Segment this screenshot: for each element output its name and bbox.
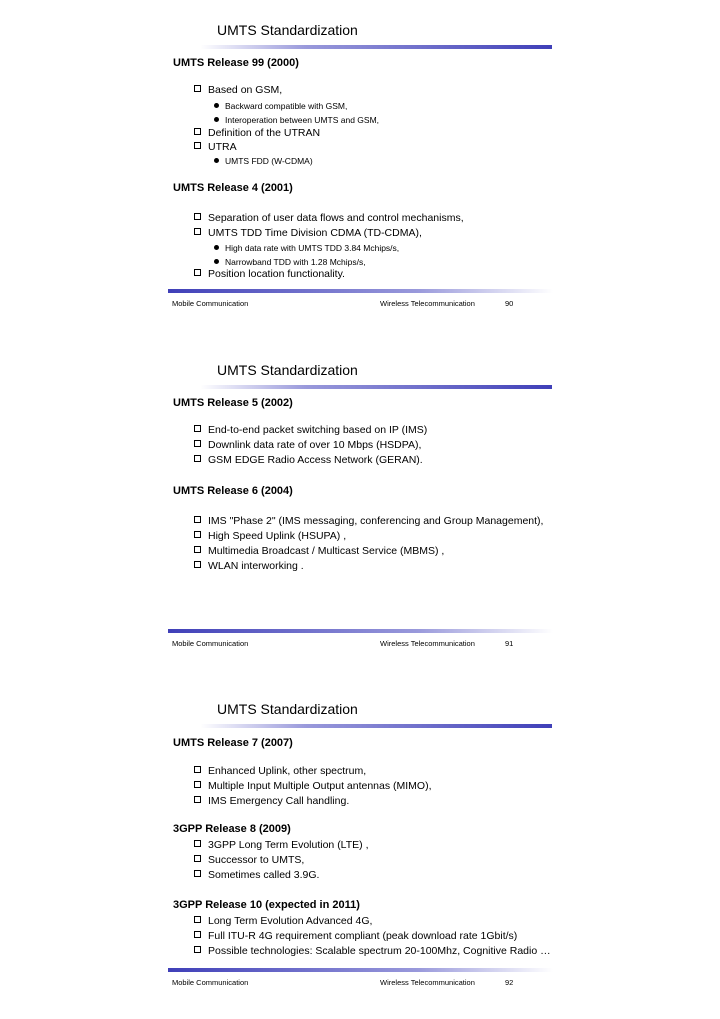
square-bullet-icon [194, 142, 201, 149]
square-bullet-icon [194, 440, 201, 447]
sub-list-item: Backward compatible with GSM, [214, 101, 347, 111]
square-bullet-icon [194, 946, 201, 953]
square-bullet-icon [194, 916, 201, 923]
list-item: Full ITU-R 4G requirement compliant (peak download rate 1Gbit/s) [194, 930, 517, 942]
square-bullet-icon [194, 531, 201, 538]
slide-title: UMTS Standardization [217, 701, 358, 717]
section-heading: 3GPP Release 8 (2009) [173, 823, 291, 835]
section-heading: 3GPP Release 10 (expected in 2011) [173, 899, 360, 911]
list-item: Separation of user data flows and control mechanisms, [194, 212, 464, 224]
list-item: Sometimes called 3.9G. [194, 869, 319, 881]
footer-page-number: 92 [505, 978, 514, 987]
square-bullet-icon [194, 455, 201, 462]
square-bullet-icon [194, 766, 201, 773]
list-item: Position location functionality. [194, 268, 345, 280]
square-bullet-icon [194, 85, 201, 92]
section-heading: UMTS Release 6 (2004) [173, 485, 293, 497]
list-item: Long Term Evolution Advanced 4G, [194, 915, 372, 927]
square-bullet-icon [194, 561, 201, 568]
square-bullet-icon [194, 931, 201, 938]
square-bullet-icon [194, 269, 201, 276]
footer-course: Mobile Communication [172, 639, 249, 648]
list-item: IMS Emergency Call handling. [194, 795, 349, 807]
square-bullet-icon [194, 128, 201, 135]
footer-bar [168, 968, 553, 972]
sub-list-item: High data rate with UMTS TDD 3.84 Mchips/s, [214, 243, 399, 253]
square-bullet-icon [194, 228, 201, 235]
list-item: 3GPP Long Term Evolution (LTE) , [194, 839, 369, 851]
slide-91 [0, 340, 720, 680]
footer-topic: Wireless Telecommunication [380, 639, 475, 648]
footer-page-number: 90 [505, 299, 514, 308]
round-bullet-icon [214, 245, 219, 250]
slide-title: UMTS Standardization [217, 22, 358, 38]
title-underline-bar [200, 385, 552, 389]
list-item: Possible technologies: Scalable spectrum 20-100Mhz, Cognitive Radio … [194, 945, 551, 957]
square-bullet-icon [194, 840, 201, 847]
slide-title: UMTS Standardization [217, 362, 358, 378]
square-bullet-icon [194, 855, 201, 862]
list-item: Multimedia Broadcast / Multicast Service (MBMS) , [194, 545, 444, 557]
list-item: Successor to UMTS, [194, 854, 304, 866]
square-bullet-icon [194, 796, 201, 803]
list-item: High Speed Uplink (HSUPA) , [194, 530, 346, 542]
round-bullet-icon [214, 103, 219, 108]
list-item: GSM EDGE Radio Access Network (GERAN). [194, 454, 423, 466]
footer-topic: Wireless Telecommunication [380, 978, 475, 987]
sub-list-item: Interoperation between UMTS and GSM, [214, 115, 379, 125]
list-item: Based on GSM, [194, 84, 282, 96]
title-underline-bar [200, 45, 552, 49]
footer-page-number: 91 [505, 639, 514, 648]
list-item: Downlink data rate of over 10 Mbps (HSDPA), [194, 439, 421, 451]
sub-list-item: Narrowband TDD with 1.28 Mchips/s, [214, 257, 366, 267]
round-bullet-icon [214, 158, 219, 163]
list-item: Multiple Input Multiple Output antennas (MIMO), [194, 780, 432, 792]
square-bullet-icon [194, 781, 201, 788]
section-heading: UMTS Release 4 (2001) [173, 182, 293, 194]
footer-course: Mobile Communication [172, 299, 249, 308]
square-bullet-icon [194, 546, 201, 553]
section-heading: UMTS Release 99 (2000) [173, 57, 299, 69]
round-bullet-icon [214, 117, 219, 122]
square-bullet-icon [194, 425, 201, 432]
list-item: Definition of the UTRAN [194, 127, 320, 139]
footer-bar [168, 629, 553, 633]
round-bullet-icon [214, 259, 219, 264]
section-heading: UMTS Release 7 (2007) [173, 737, 293, 749]
square-bullet-icon [194, 213, 201, 220]
section-heading: UMTS Release 5 (2002) [173, 397, 293, 409]
list-item: IMS "Phase 2" (IMS messaging, conferencing and Group Management), [194, 515, 543, 527]
list-item: Enhanced Uplink, other spectrum, [194, 765, 366, 777]
footer-bar [168, 289, 553, 293]
slide-90 [0, 0, 720, 340]
sub-list-item: UMTS FDD (W-CDMA) [214, 156, 313, 166]
footer-course: Mobile Communication [172, 978, 249, 987]
title-underline-bar [200, 724, 552, 728]
list-item: End-to-end packet switching based on IP (IMS) [194, 424, 427, 436]
square-bullet-icon [194, 870, 201, 877]
list-item: UTRA [194, 141, 237, 153]
list-item: WLAN interworking . [194, 560, 304, 572]
footer-topic: Wireless Telecommunication [380, 299, 475, 308]
square-bullet-icon [194, 516, 201, 523]
slide-92 [0, 679, 720, 1019]
list-item: UMTS TDD Time Division CDMA (TD-CDMA), [194, 227, 422, 239]
